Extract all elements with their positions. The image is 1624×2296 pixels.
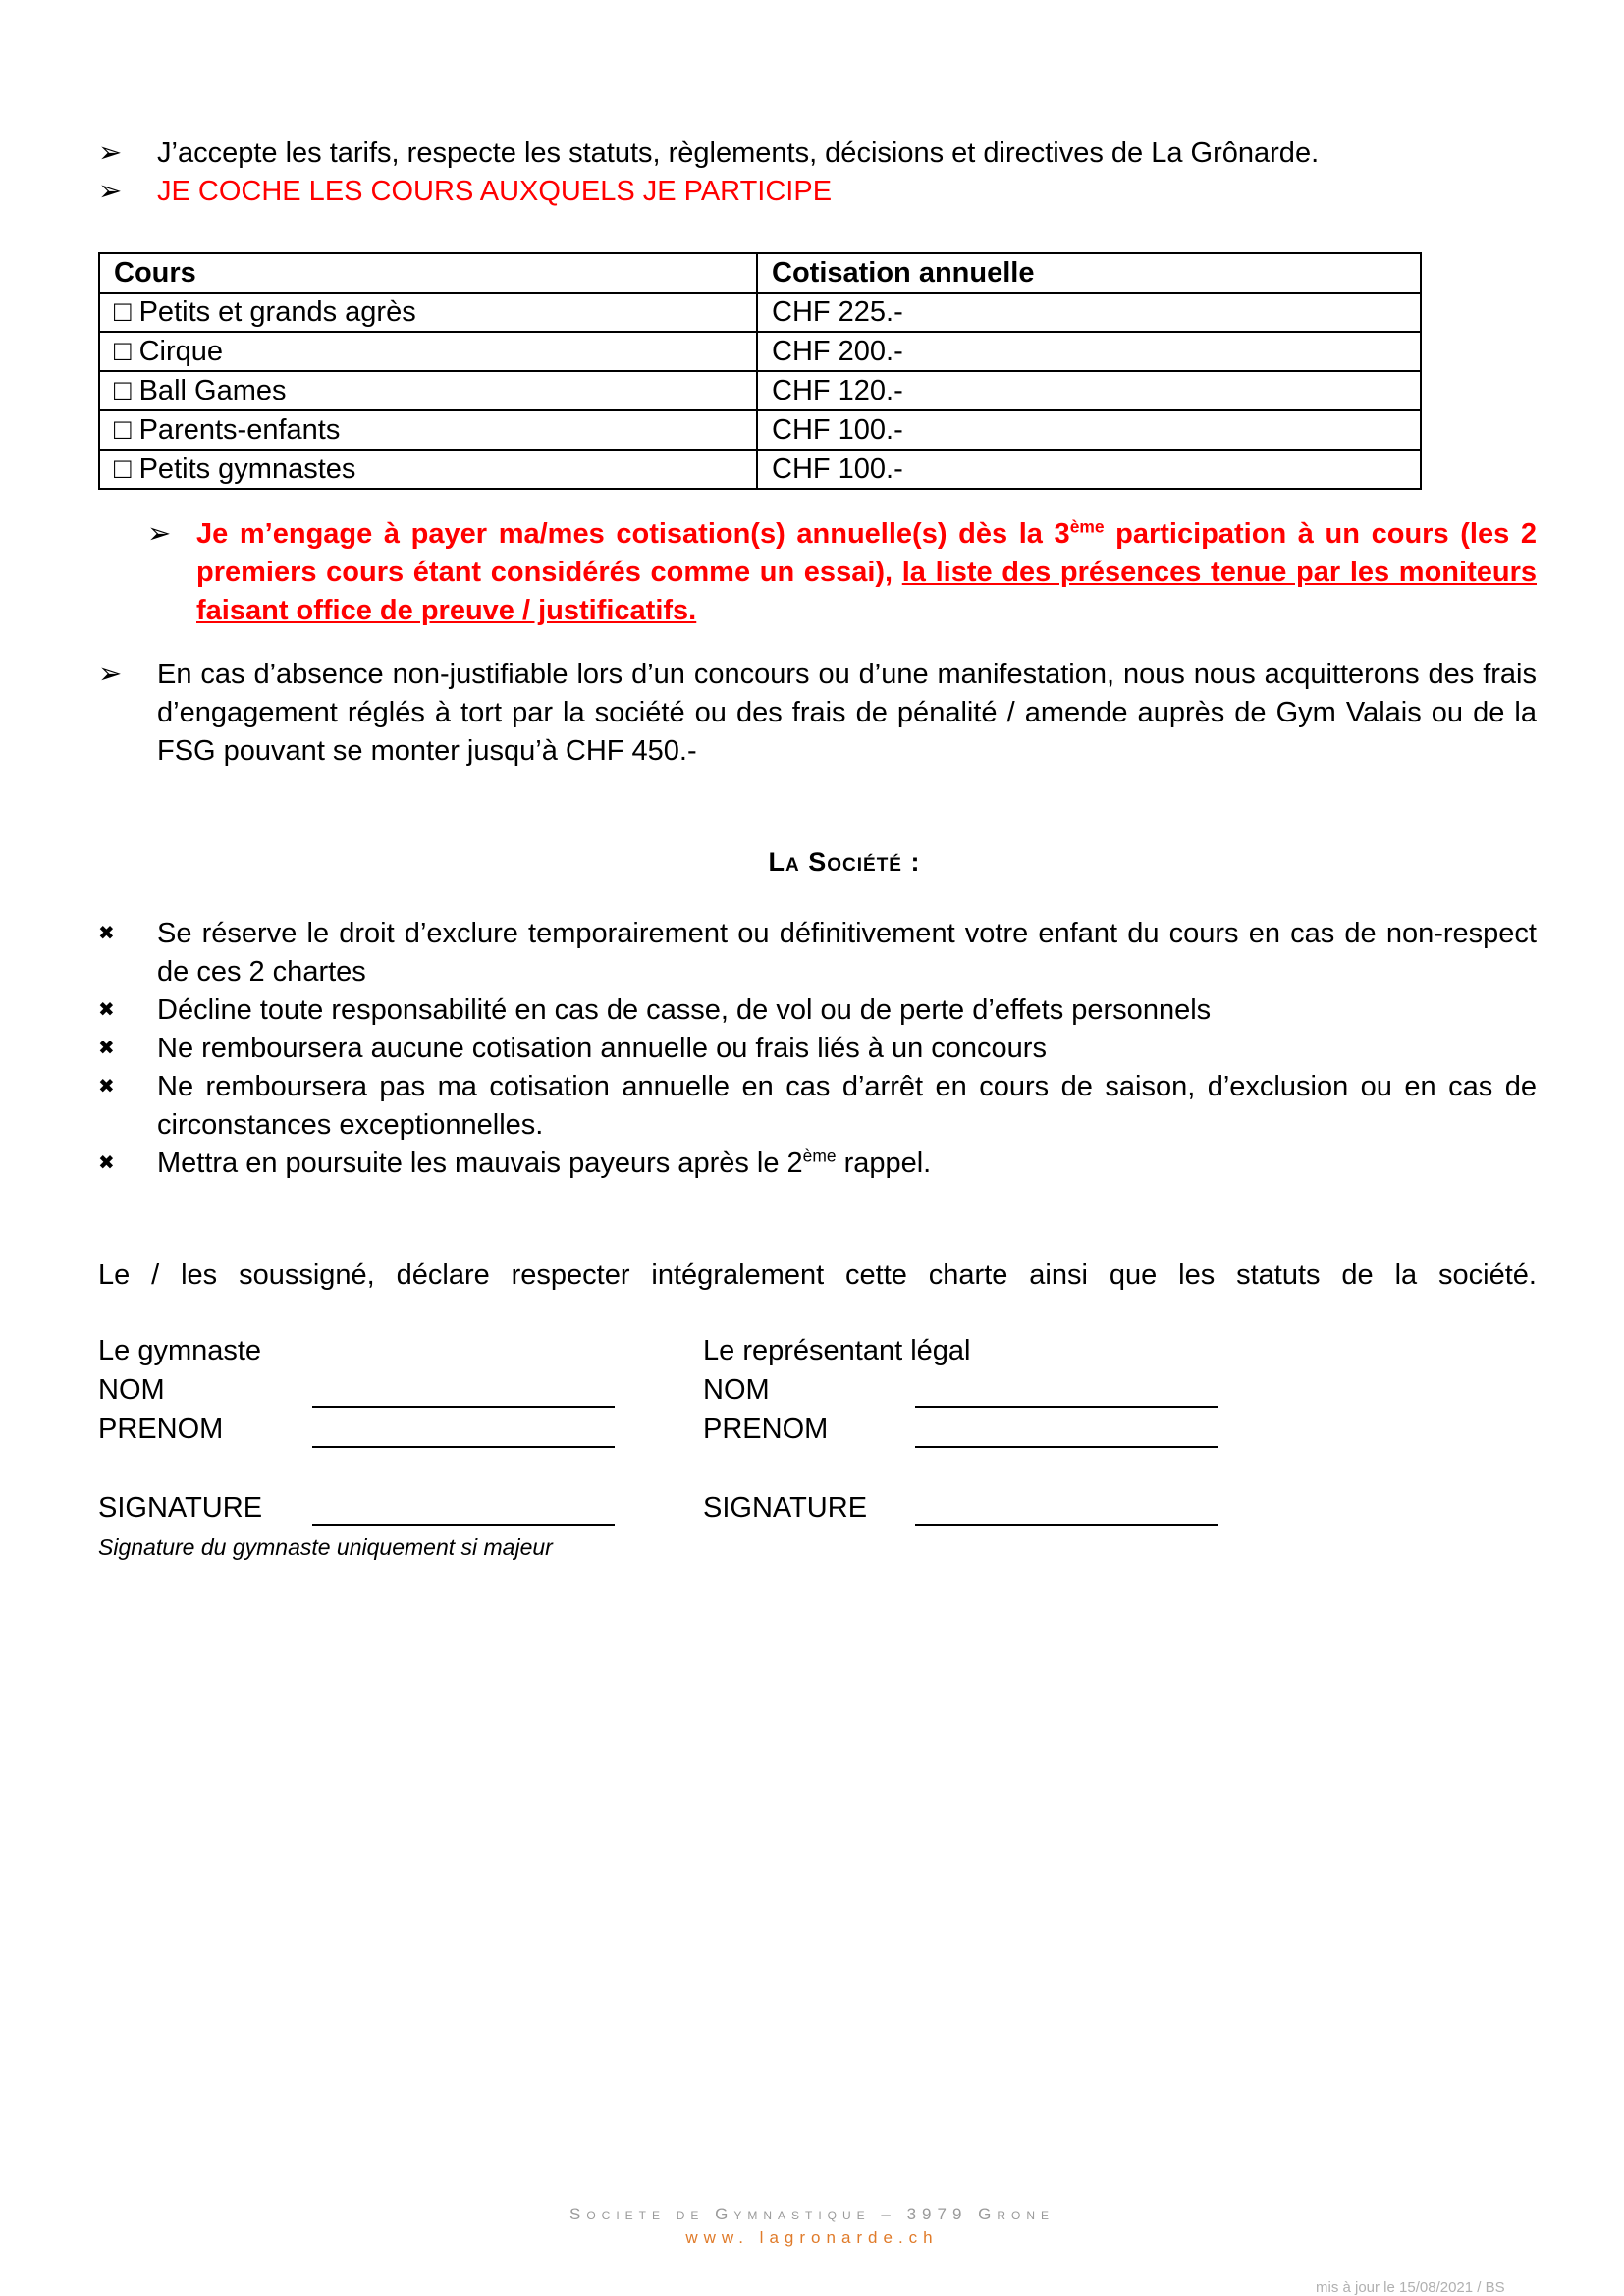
course-fee: CHF 225.- bbox=[757, 293, 1421, 332]
right-nom-field[interactable] bbox=[915, 1406, 1218, 1408]
society-item-1: Se réserve le droit d’exclure temporairement ou définitivement votre enfant du cours en cas de non-respect de ces 2 chartes bbox=[157, 918, 1537, 988]
table-row bbox=[99, 332, 1421, 371]
course-name: Petits et grands agrès bbox=[138, 296, 416, 328]
course-name: Cirque bbox=[138, 336, 224, 367]
society-item-5-sup: ème bbox=[802, 1146, 837, 1166]
society-item-4: Ne remboursera pas ma cotisation annuelle en cas d’arrêt en cours de saison, d’exclusion ou en cas de circonstances exceptionnelles. bbox=[157, 1071, 1537, 1141]
right-nom-label: NOM bbox=[703, 1374, 770, 1406]
commitment-part1: Je m’engage à payer ma/mes cotisation(s) annuelle(s) dès la 3 bbox=[196, 518, 1070, 550]
course-checkbox[interactable]: □ bbox=[114, 375, 132, 406]
footer-website: www. lagronarde.ch bbox=[685, 2228, 939, 2247]
course-checkbox[interactable]: □ bbox=[114, 454, 132, 485]
society-heading: La Société : bbox=[768, 847, 921, 877]
arrow-bullet-icon: ➢ bbox=[98, 659, 123, 690]
right-prenom-field[interactable] bbox=[915, 1446, 1218, 1448]
left-nom-field[interactable] bbox=[312, 1406, 615, 1408]
course-checkbox[interactable]: □ bbox=[114, 414, 132, 446]
cross-icon: ✖ bbox=[98, 923, 115, 944]
header-cours: Cours bbox=[99, 253, 757, 293]
intro-text-1: J’accepte les tarifs, respecte les statuts, règlements, décisions et directives de La Grônarde. bbox=[157, 137, 1320, 169]
courses-table bbox=[98, 252, 1422, 490]
commitment-text bbox=[196, 515, 1537, 630]
society-item-2: Décline toute responsabilité en cas de casse, de vol ou de perte d’effets personnels bbox=[157, 994, 1212, 1026]
table-row bbox=[99, 450, 1421, 489]
right-signature-label: SIGNATURE bbox=[703, 1492, 868, 1523]
table-row bbox=[99, 410, 1421, 450]
left-prenom-field[interactable] bbox=[312, 1446, 615, 1448]
society-item-3: Ne remboursera aucune cotisation annuelle ou frais liés à un concours bbox=[157, 1033, 1047, 1064]
intro-text-2: JE COCHE LES COURS AUXQUELS JE PARTICIPE bbox=[157, 176, 833, 207]
table-row bbox=[99, 371, 1421, 410]
footer-society-name: Societe de Gymnastique – 3979 Grone bbox=[568, 2205, 1056, 2223]
footer-update-note: mis à jour le 15/08/2021 / BS bbox=[1316, 2279, 1505, 2296]
course-fee: CHF 100.- bbox=[757, 450, 1421, 489]
course-fee: CHF 200.- bbox=[757, 332, 1421, 371]
absence-text: En cas d’absence non-justifiable lors d’un concours ou d’une manifestation, nous nous acquitterons des frais d’engagement réglés à tort par la société ou des frais de pénalité / amende auprès de Gym Valais ou de la FSG pouvant se monter jusqu’à CHF 450.- bbox=[157, 659, 1537, 767]
right-signature-title: Le représentant légal bbox=[703, 1335, 971, 1366]
course-checkbox[interactable]: □ bbox=[114, 296, 132, 328]
society-item-5-part2: rappel. bbox=[836, 1148, 932, 1179]
cross-icon: ✖ bbox=[98, 1076, 115, 1097]
left-nom-label: NOM bbox=[98, 1374, 165, 1406]
commitment-underlined: la liste des présences tenue par les moniteurs faisant office de preuve / justificatifs. bbox=[196, 557, 1537, 626]
arrow-bullet-icon: ➢ bbox=[147, 518, 172, 550]
society-item-5-part1: Mettra en poursuite les mauvais payeurs après le 2 bbox=[157, 1148, 803, 1179]
course-name: Parents-enfants bbox=[138, 414, 341, 446]
left-signature-label: SIGNATURE bbox=[98, 1492, 263, 1523]
society-item-5 bbox=[157, 1145, 1537, 1183]
left-prenom-label: PRENOM bbox=[98, 1414, 224, 1445]
right-prenom-label: PRENOM bbox=[703, 1414, 829, 1445]
course-fee: CHF 120.- bbox=[757, 371, 1421, 410]
table-row bbox=[99, 293, 1421, 332]
course-name: Ball Games bbox=[138, 375, 287, 406]
left-signature-title: Le gymnaste bbox=[98, 1335, 262, 1366]
header-cotisation: Cotisation annuelle bbox=[757, 253, 1421, 293]
cross-icon: ✖ bbox=[98, 999, 115, 1021]
arrow-bullet-icon: ➢ bbox=[98, 176, 123, 207]
course-checkbox[interactable]: □ bbox=[114, 336, 132, 367]
arrow-bullet-icon: ➢ bbox=[98, 137, 123, 169]
table-header-row bbox=[99, 253, 1421, 293]
left-signature-field[interactable] bbox=[312, 1524, 615, 1526]
course-name: Petits gymnastes bbox=[138, 454, 356, 485]
commitment-part2: participation à un cours (les 2 premiers cours étant considérés comme un essai), bbox=[196, 518, 1537, 588]
cross-icon: ✖ bbox=[98, 1152, 115, 1174]
course-fee: CHF 100.- bbox=[757, 410, 1421, 450]
cross-icon: ✖ bbox=[98, 1038, 115, 1059]
signature-note: Signature du gymnaste uniquement si majeur bbox=[98, 1534, 553, 1560]
commitment-sup: ème bbox=[1069, 516, 1105, 537]
declaration-text: Le / les soussigné, déclare respecter intégralement cette charte ainsi que les statuts de la société. bbox=[98, 1259, 1537, 1291]
right-signature-field[interactable] bbox=[915, 1524, 1218, 1526]
